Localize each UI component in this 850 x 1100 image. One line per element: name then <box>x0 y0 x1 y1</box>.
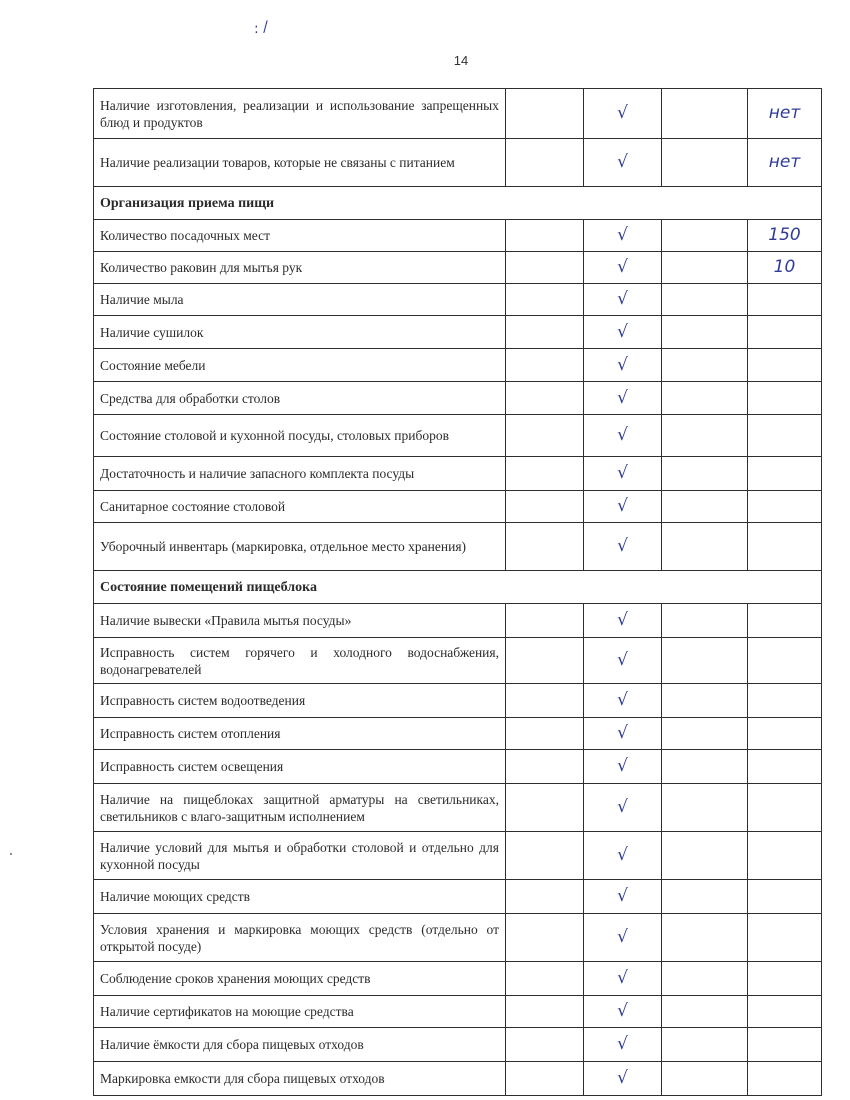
checklist-row <box>94 252 822 284</box>
column-partial-cell <box>662 523 748 571</box>
checklist-row <box>94 832 822 880</box>
column-partial-cell <box>662 784 748 832</box>
section-title: Организация приема пищи <box>94 187 822 220</box>
section-header-row <box>94 571 822 604</box>
checkmark-cell: √ <box>584 349 662 382</box>
column-no-cell <box>506 316 584 349</box>
note-cell <box>748 784 822 832</box>
note-cell: 150 <box>748 220 822 252</box>
item-text: Достаточность и наличие запасного комплекта посуды <box>94 457 506 491</box>
note-cell <box>748 996 822 1028</box>
checklist-row <box>94 415 822 457</box>
column-partial-cell <box>662 89 748 139</box>
item-text: Наличие изготовления, реализации и использование запрещенных блюд и продуктов <box>94 89 506 139</box>
item-text: Наличие сушилок <box>94 316 506 349</box>
page-number: 14 <box>453 53 469 68</box>
column-no-cell <box>506 880 584 914</box>
note-cell <box>748 1028 822 1062</box>
column-no-cell <box>506 832 584 880</box>
column-no-cell <box>506 220 584 252</box>
checklist-row <box>94 962 822 996</box>
checklist-row <box>94 89 822 139</box>
checklist-row <box>94 457 822 491</box>
scan-mark: : / <box>252 18 270 38</box>
column-partial-cell <box>662 316 748 349</box>
column-no-cell <box>506 962 584 996</box>
column-partial-cell <box>662 604 748 638</box>
checkmark-cell: √ <box>584 1028 662 1062</box>
checklist-row <box>94 349 822 382</box>
checklist-row <box>94 1062 822 1096</box>
checkmark-cell: √ <box>584 457 662 491</box>
item-text: Наличие сертификатов на моющие средства <box>94 996 506 1028</box>
checklist-row <box>94 1028 822 1062</box>
column-no-cell <box>506 349 584 382</box>
column-no-cell <box>506 284 584 316</box>
note-cell <box>748 415 822 457</box>
checkmark-cell: √ <box>584 784 662 832</box>
note-cell <box>748 349 822 382</box>
checklist-row <box>94 880 822 914</box>
checkmark-cell: √ <box>584 139 662 187</box>
column-no-cell <box>506 382 584 415</box>
checkmark-cell: √ <box>584 750 662 784</box>
item-text: Соблюдение сроков хранения моющих средств <box>94 962 506 996</box>
column-no-cell <box>506 750 584 784</box>
section-header-row <box>94 187 822 220</box>
column-no-cell <box>506 914 584 962</box>
column-no-cell <box>506 684 584 718</box>
column-partial-cell <box>662 491 748 523</box>
scan-dot <box>10 853 12 855</box>
column-no-cell <box>506 604 584 638</box>
checkmark-cell: √ <box>584 718 662 750</box>
checkmark-cell: √ <box>584 316 662 349</box>
checkmark-cell: √ <box>584 638 662 684</box>
checklist-row <box>94 914 822 962</box>
column-partial-cell <box>662 252 748 284</box>
note-cell <box>748 832 822 880</box>
note-cell <box>748 523 822 571</box>
column-partial-cell <box>662 962 748 996</box>
column-no-cell <box>506 523 584 571</box>
note-cell <box>748 684 822 718</box>
checklist-row <box>94 284 822 316</box>
checklist-row <box>94 638 822 684</box>
column-no-cell <box>506 457 584 491</box>
column-partial-cell <box>662 914 748 962</box>
column-partial-cell <box>662 638 748 684</box>
note-cell <box>748 718 822 750</box>
note-cell: нет <box>748 139 822 187</box>
checkmark-cell: √ <box>584 914 662 962</box>
section-title: Состояние помещений пищеблока <box>94 571 822 604</box>
checklist-row <box>94 604 822 638</box>
checkmark-cell: √ <box>584 220 662 252</box>
item-text: Наличие мыла <box>94 284 506 316</box>
note-cell <box>748 491 822 523</box>
item-text: Количество посадочных мест <box>94 220 506 252</box>
item-text: Наличие на пищеблоках защитной арматуры на светильниках, светильников с влаго-защитным исполнением <box>94 784 506 832</box>
item-text: Исправность систем отопления <box>94 718 506 750</box>
item-text: Маркировка емкости для сбора пищевых отходов <box>94 1062 506 1096</box>
column-partial-cell <box>662 1062 748 1096</box>
note-cell <box>748 316 822 349</box>
checklist-row <box>94 718 822 750</box>
column-partial-cell <box>662 220 748 252</box>
checkmark-cell: √ <box>584 996 662 1028</box>
note-cell <box>748 962 822 996</box>
column-partial-cell <box>662 1028 748 1062</box>
column-partial-cell <box>662 996 748 1028</box>
note-cell <box>748 604 822 638</box>
note-cell <box>748 457 822 491</box>
checklist-row <box>94 220 822 252</box>
checklist-row <box>94 523 822 571</box>
item-text: Наличие ёмкости для сбора пищевых отходов <box>94 1028 506 1062</box>
item-text: Наличие реализации товаров, которые не связаны с питанием <box>94 139 506 187</box>
inspection-checklist-table <box>93 88 822 1096</box>
checkmark-cell: √ <box>584 284 662 316</box>
column-partial-cell <box>662 139 748 187</box>
checklist-row <box>94 750 822 784</box>
item-text: Наличие вывески «Правила мытья посуды» <box>94 604 506 638</box>
item-text: Средства для обработки столов <box>94 382 506 415</box>
checkmark-cell: √ <box>584 684 662 718</box>
column-partial-cell <box>662 349 748 382</box>
item-text: Исправность систем освещения <box>94 750 506 784</box>
checklist-row <box>94 784 822 832</box>
checklist-row <box>94 139 822 187</box>
column-partial-cell <box>662 415 748 457</box>
item-text: Наличие моющих средств <box>94 880 506 914</box>
note-cell <box>748 914 822 962</box>
checkmark-cell: √ <box>584 382 662 415</box>
checklist-body <box>94 89 822 1096</box>
item-text: Наличие условий для мытья и обработки столовой и отдельно для кухонной посуды <box>94 832 506 880</box>
column-no-cell <box>506 1062 584 1096</box>
column-partial-cell <box>662 750 748 784</box>
note-cell <box>748 750 822 784</box>
item-text: Исправность систем водоотведения <box>94 684 506 718</box>
column-no-cell <box>506 718 584 750</box>
checklist-row <box>94 316 822 349</box>
checkmark-cell: √ <box>584 1062 662 1096</box>
note-cell <box>748 638 822 684</box>
checkmark-cell: √ <box>584 880 662 914</box>
checkmark-cell: √ <box>584 832 662 880</box>
item-text: Санитарное состояние столовой <box>94 491 506 523</box>
checkmark-cell: √ <box>584 523 662 571</box>
item-text: Состояние столовой и кухонной посуды, столовых приборов <box>94 415 506 457</box>
note-cell <box>748 284 822 316</box>
checklist-row <box>94 382 822 415</box>
checklist-row <box>94 684 822 718</box>
column-partial-cell <box>662 684 748 718</box>
item-text: Исправность систем горячего и холодного водоснабжения, водонагревателей <box>94 638 506 684</box>
checklist-row <box>94 491 822 523</box>
column-no-cell <box>506 491 584 523</box>
note-cell <box>748 382 822 415</box>
column-no-cell <box>506 415 584 457</box>
item-text: Уборочный инвентарь (маркировка, отдельное место хранения) <box>94 523 506 571</box>
checkmark-cell: √ <box>584 89 662 139</box>
column-partial-cell <box>662 880 748 914</box>
column-partial-cell <box>662 718 748 750</box>
column-no-cell <box>506 139 584 187</box>
column-no-cell <box>506 638 584 684</box>
column-partial-cell <box>662 457 748 491</box>
checkmark-cell: √ <box>584 415 662 457</box>
item-text: Состояние мебели <box>94 349 506 382</box>
checkmark-cell: √ <box>584 604 662 638</box>
checklist-row <box>94 996 822 1028</box>
checkmark-cell: √ <box>584 962 662 996</box>
column-partial-cell <box>662 382 748 415</box>
note-cell: 10 <box>748 252 822 284</box>
column-no-cell <box>506 1028 584 1062</box>
column-no-cell <box>506 89 584 139</box>
note-cell: нет <box>748 89 822 139</box>
item-text: Количество раковин для мытья рук <box>94 252 506 284</box>
checkmark-cell: √ <box>584 252 662 284</box>
column-partial-cell <box>662 832 748 880</box>
column-no-cell <box>506 996 584 1028</box>
column-partial-cell <box>662 284 748 316</box>
column-no-cell <box>506 784 584 832</box>
column-no-cell <box>506 252 584 284</box>
item-text: Условия хранения и маркировка моющих средств (отдельно от открытой посуде) <box>94 914 506 962</box>
note-cell <box>748 880 822 914</box>
note-cell <box>748 1062 822 1096</box>
checkmark-cell: √ <box>584 491 662 523</box>
